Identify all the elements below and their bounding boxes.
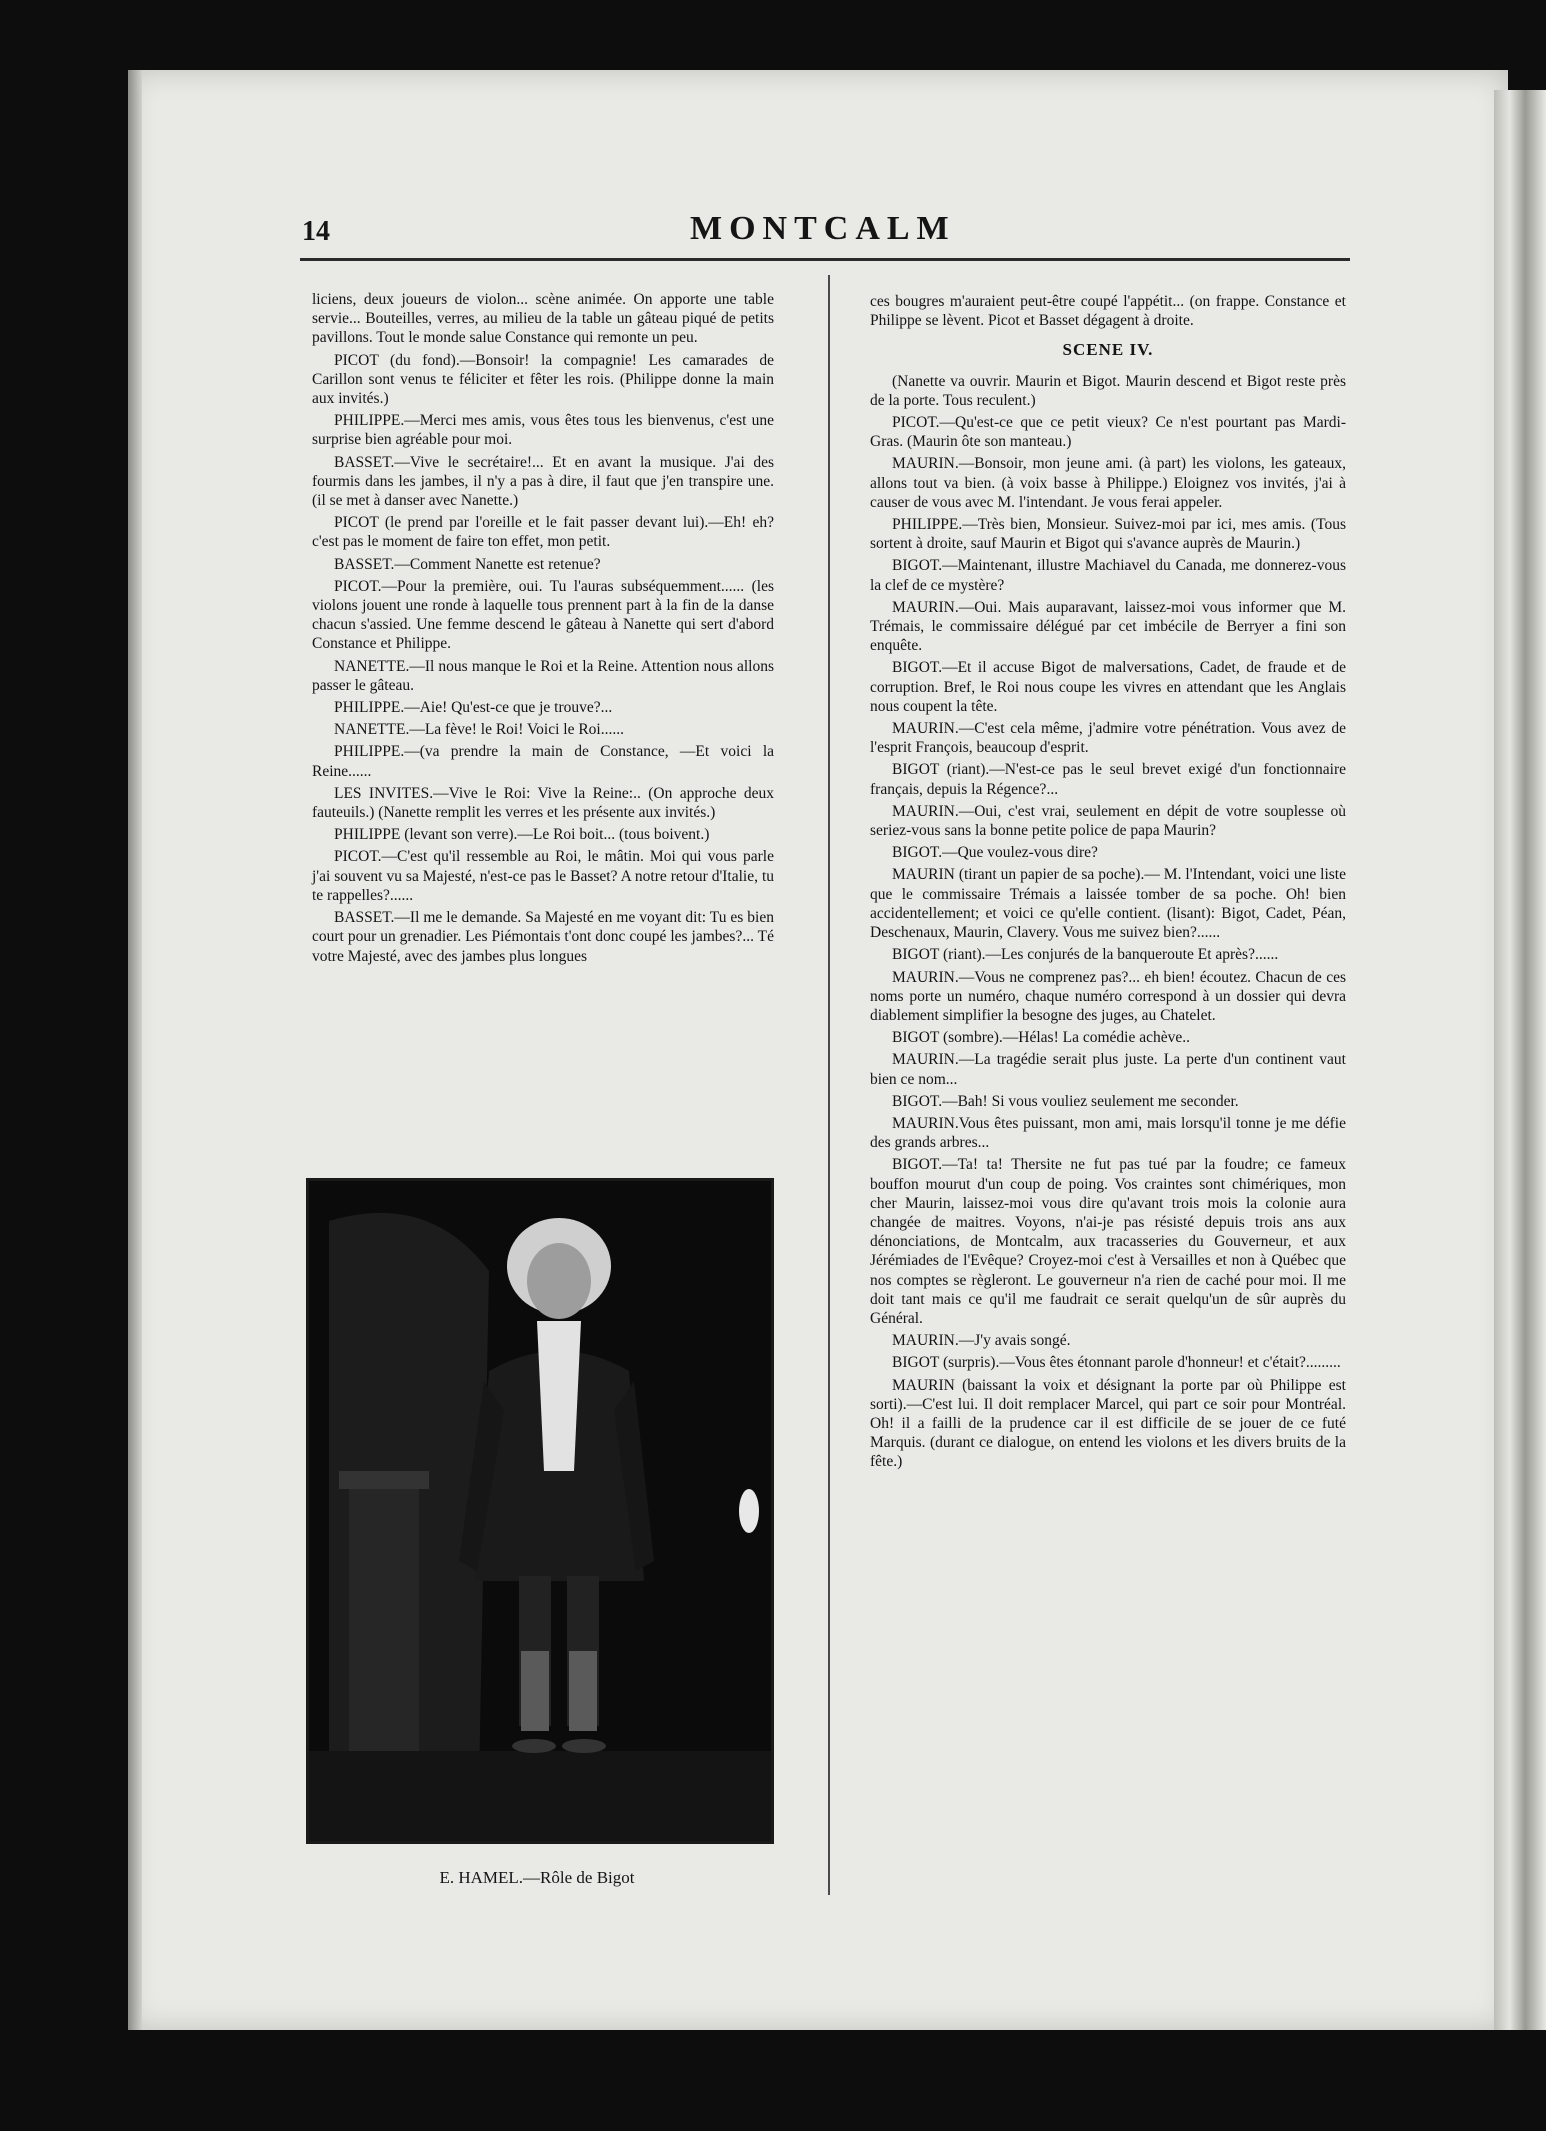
paragraph: liciens, deux joueurs de violon... scène animée. On apporte une table servie... Bouteilles, verres, au milieu de la table un gâteau piqué de petits pavillons. Tout le monde salue Constance qui remonte un peu.	[312, 291, 774, 347]
page-number: 14	[302, 216, 330, 247]
paragraph: PHILIPPE.—Merci mes amis, vous êtes tous les bienvenus, c'est une surprise bien agréable pour moi.	[312, 412, 774, 449]
paragraph: MAURIN.—J'y avais songé.	[892, 1332, 1071, 1350]
paragraph: BIGOT (riant).—N'est-ce pas le seul brevet exigé d'un fonctionnaire français, depuis la Régence?...	[870, 761, 1346, 798]
paragraph: BASSET.—Vive le secrétaire!... Et en avant la musique. J'ai des fourmis dans les jambes, il n'y a pas à dire, il faut que j'en transpire une. (il se met à danser avec Nanette.)	[312, 453, 774, 510]
paragraph: MAURIN.—Vous ne comprenez pas?... eh bien! écoutez. Chacun de ces noms porte un numéro, chaque numéro correspond à un dossier qui devra diablement simplifier la besogne des juges, au Chatelet.	[870, 968, 1346, 1024]
paragraph: BIGOT.—Bah! Si vous vouliez seulement me seconder.	[892, 1092, 1239, 1110]
paragraph: MAURIN (tirant un papier de sa poche).— M. l'Intendant, voici une liste que le commissaire Trémais a laissée tomber de sa poche. Oh! bien accidentellement; et voici ce qu'elle contient. (lisant): Bigot, Cadet, Péan, Deschenaux, Maurin, Clavery. Vous me suivez bien?......	[870, 866, 1346, 942]
paragraph: PICOT.—C'est qu'il ressemble au Roi, le mâtin. Moi qui vous parle j'ai souvent vu sa Majesté, n'est-ce pas le Basset? A notre retour d'Italie, tu te rappelles?......	[312, 848, 774, 904]
left-column	[312, 290, 774, 969]
header-rule	[300, 258, 1350, 261]
paragraph: PHILIPPE.—Très bien, Monsieur. Suivez-moi par ici, mes amis. (Tous sortent à droite, sauf Maurin et Bigot qui s'avance auprès de Maurin.)	[870, 516, 1346, 553]
running-title: MONTCALM	[690, 210, 956, 247]
column-divider	[828, 275, 830, 1895]
paragraph: ces bougres m'auraient peut-être coupé l'appétit... (on frappe. Constance et Philippe se lèvent. Picot et Basset dégagent à droite.	[870, 293, 1346, 330]
paragraph: MAURIN.Vous êtes puissant, mon ami, mais lorsqu'il tonne je me défie des grands arbres...	[870, 1114, 1346, 1152]
paragraph: PICOT (le prend par l'oreille et le fait passer devant lui).—Eh! eh? c'est pas le moment de faire ton effet, mon petit.	[312, 514, 774, 551]
paragraph: MAURIN.—Oui. Mais auparavant, laissez-moi vous informer que M. Trémais, le commissaire délégué par cet imbécile de Berryer a fini son enquête.	[870, 598, 1346, 655]
paragraph: BIGOT (sombre).—Hélas! La comédie achève..	[892, 1029, 1190, 1047]
paragraph: MAURIN.—Oui, c'est vrai, seulement en dépit de votre souplesse où seriez-vous sans la bonne petite police de papa Maurin?	[870, 802, 1346, 840]
paragraph: NANETTE.—Il nous manque le Roi et la Reine. Attention nous allons passer le gâteau.	[312, 657, 774, 694]
paragraph: MAURIN.—La tragédie serait plus juste. La perte d'un continent vaut bien ce nom...	[870, 1051, 1346, 1088]
paragraph: BIGOT.—Et il accuse Bigot de malversations, Cadet, de fraude et de corruption. Bref, le Roi nous coupe les vivres en attendant que les Anglais nous coupent la tête.	[870, 659, 1346, 715]
next-page-edge	[1494, 90, 1546, 2030]
paragraph: PICOT (du fond).—Bonsoir! la compagnie! Les camarades de Carillon sont venus te féliciter et fêter les rois. (Philippe donne la main aux invités.)	[312, 351, 774, 408]
paragraph: LES INVITES.—Vive le Roi: Vive la Reine:.. (On approche deux fauteuils.) (Nanette remplit les verres et les présente aux invités.)	[312, 784, 774, 822]
paragraph: PICOT.—Pour la première, oui. Tu l'auras subséquemment...... (les violons jouent une ronde à laquelle tous prennent part à la fin de la danse chacun s'assied. Une femme descend le gâteau à Nanette qui sert d'abord Constance et Philippe.	[312, 577, 774, 653]
paragraph: NANETTE.—La fève! le Roi! Voici le Roi......	[334, 721, 624, 739]
right-column	[870, 292, 1346, 1475]
paragraph: (Nanette va ouvrir. Maurin et Bigot. Maurin descend et Bigot reste près de la porte. Tous reculent.)	[870, 372, 1346, 409]
paragraph: BASSET.—Il me le demande. Sa Majesté en me voyant dit: Tu es bien court pour un grenadier. Les Piémontais t'ont donc coupé les jambes?... Té votre Majesté, avec des jambes plus longues	[312, 909, 774, 965]
paragraph: BIGOT.—Maintenant, illustre Machiavel du Canada, me donnerez-vous la clef de ce mystère?	[870, 557, 1346, 594]
portrait-photo	[306, 1178, 774, 1844]
paragraph: MAURIN (baissant la voix et désignant la porte par où Philippe est sorti).—C'est lui. Il doit remplacer Marcel, qui part ce soir pour Montréal. Oh! il a failli de la prudence car il est difficile de se jouer de ce futé Marquis. (durant ce dialogue, on entend les violons et les divers bruits de la fête.)	[870, 1376, 1346, 1471]
paragraph: BIGOT.—Ta! ta! Thersite ne fut pas tué par la foudre; ce fameux bouffon mourut d'un coup de poing. Vos craintes sont chimériques, mon cher Maurin, laissez-moi vous dire qu'avant trois mois la colonie aura changée de maitres. Voyons, n'ai-je pas résisté depuis trois ans aux dénonciations, de Montcalm, aux tracasseries du Gouverneur, et aux Jérémiades de l'Evêque? Croyez-moi c'est à Versailles et non à Québec que nos comptes se règleront. Le gouverneur n'a rien de caché pour moi. Il me doit tant mais ce qu'il me faudrait ce serait quelqu'un de sûr auprès du Général.	[870, 1156, 1346, 1327]
scene-heading: SCENE IV.	[1062, 340, 1154, 360]
page-edge-left	[128, 70, 142, 2030]
paragraph: PHILIPPE (levant son verre).—Le Roi boit... (tous boivent.)	[334, 826, 710, 844]
paragraph: BIGOT.—Que voulez-vous dire?	[892, 844, 1098, 862]
paragraph: MAURIN.—Bonsoir, mon jeune ami. (à part) les violons, les gateaux, allons tout va bien. (à voix basse à Philippe.) Eloignez vos invités, j'ai à causer de vous avec M. l'intendant. Je vous ferai appeler.	[870, 455, 1346, 511]
paragraph: BIGOT (riant).—Les conjurés de la banqueroute Et après?......	[892, 946, 1279, 964]
paragraph: PHILIPPE.—(va prendre la main de Constance, —Et voici la Reine......	[312, 743, 774, 780]
paragraph: PHILIPPE.—Aie! Qu'est-ce que je trouve?...	[334, 699, 613, 717]
portrait-illustration	[309, 1181, 771, 1841]
paragraph: PICOT.—Qu'est-ce que ce petit vieux? Ce n'est pourtant pas Mardi-Gras. (Maurin ôte son manteau.)	[870, 414, 1346, 451]
paragraph: BASSET.—Comment Nanette est retenue?	[334, 555, 601, 573]
paragraph: BIGOT (surpris).—Vous êtes étonnant parole d'honneur! et c'était?.........	[892, 1354, 1341, 1372]
paragraph: MAURIN.—C'est cela même, j'admire votre pénétration. Vous avez de l'esprit François, beaucoup d'esprit.	[870, 720, 1346, 757]
photo-caption: E. HAMEL.—Rôle de Bigot	[439, 1868, 635, 1887]
